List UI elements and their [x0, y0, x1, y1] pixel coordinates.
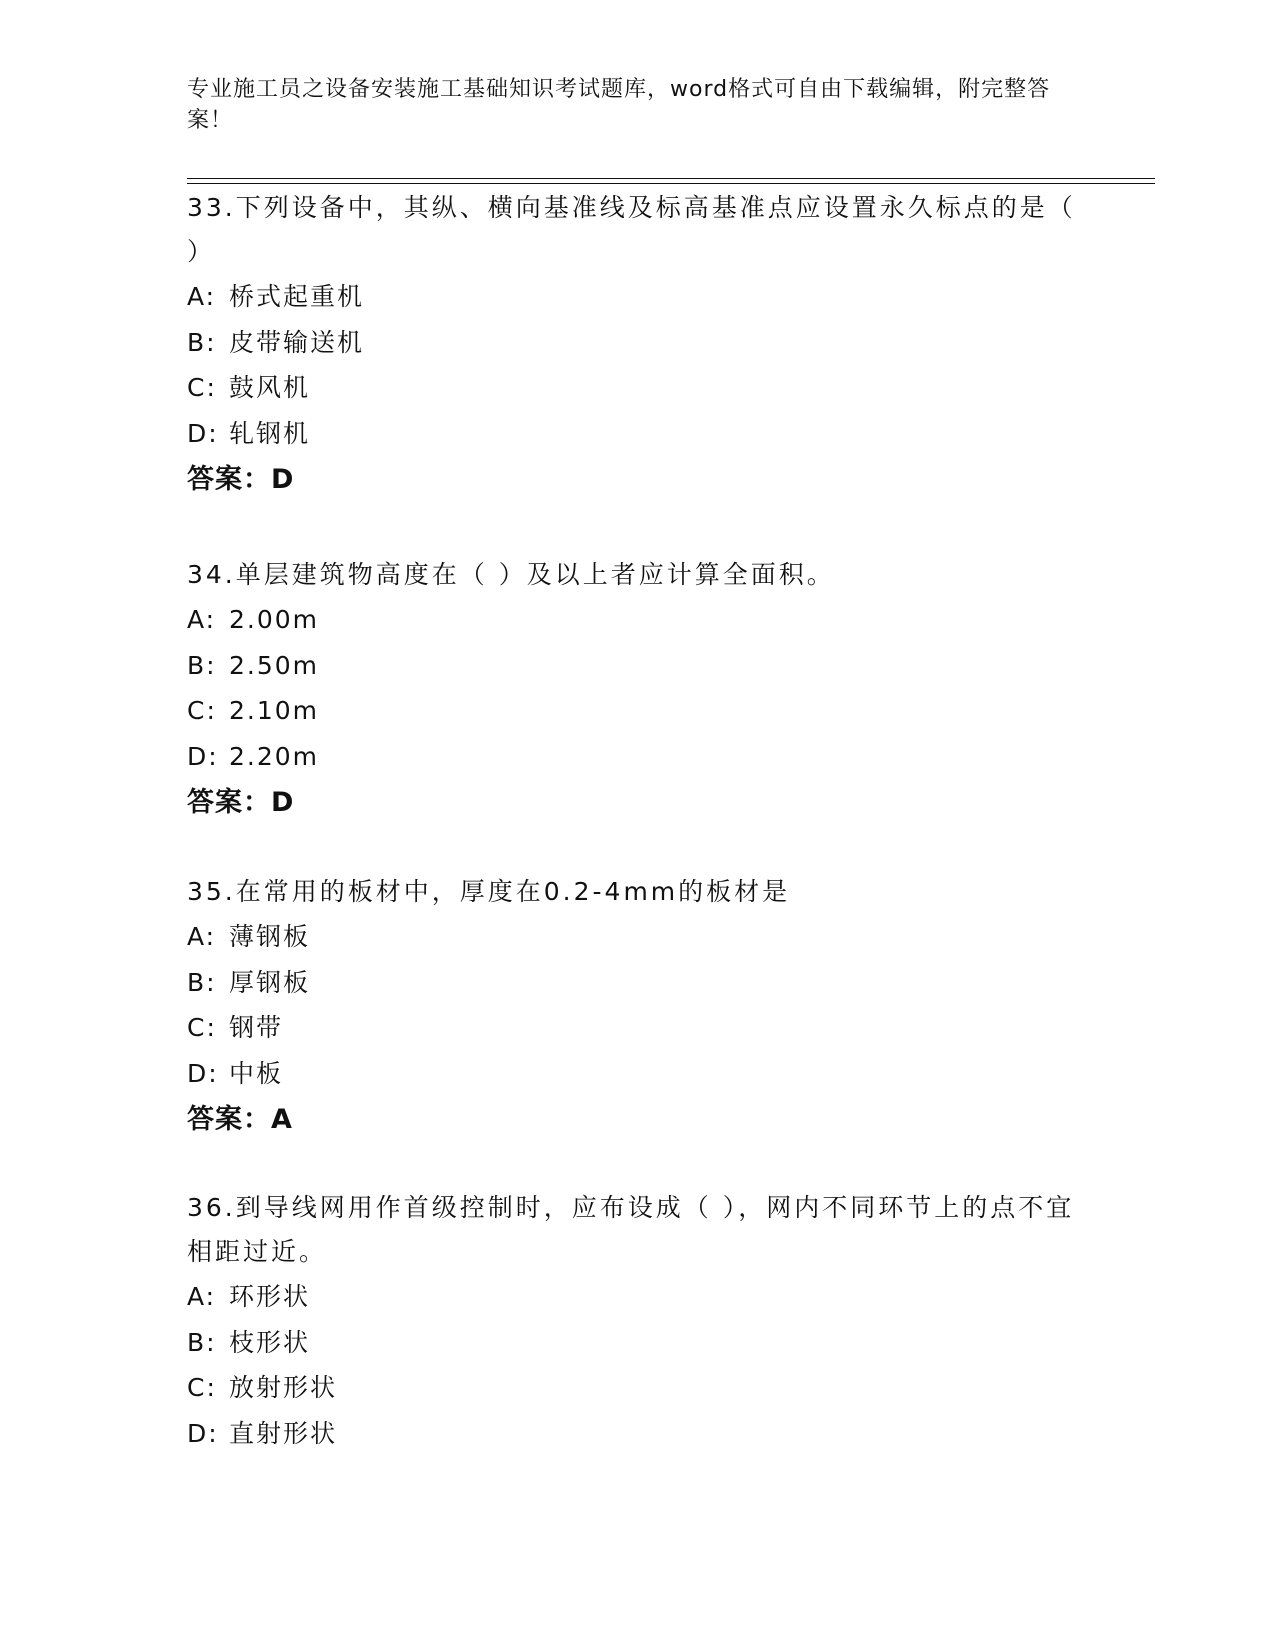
- option-label: B:: [187, 1327, 217, 1357]
- option-b: [187, 960, 1087, 1006]
- header-divider-top: [187, 178, 1155, 179]
- option-c: [187, 688, 1087, 734]
- option-d: [187, 1411, 1087, 1457]
- option-d: [187, 1051, 1087, 1097]
- option-b: [187, 320, 1087, 366]
- question-text: 35.在常用的板材中，厚度在0.2-4mm的板材是: [187, 877, 791, 906]
- option-label: B:: [187, 327, 217, 357]
- option-text: 2.50m: [229, 650, 320, 680]
- answer: 答案：A: [187, 1103, 293, 1135]
- option-label: A:: [187, 1282, 217, 1311]
- option-text: 鼓风机: [229, 373, 311, 403]
- option-label: D:: [187, 742, 219, 772]
- option-text: 环形状: [229, 1282, 311, 1311]
- option-text: 放射形状: [229, 1373, 338, 1403]
- option-text: 2.20m: [229, 742, 320, 772]
- option-text: 2.10m: [229, 696, 320, 726]
- question-34: [187, 553, 1087, 825]
- option-text: 枝形状: [229, 1327, 311, 1357]
- option-label: C:: [187, 696, 217, 726]
- document-intro: 专业施工员之设备安装施工基础知识考试题库，word格式可自由下载编辑，附完整答案！: [187, 77, 1051, 133]
- option-a: [187, 1274, 1087, 1320]
- option-text: 厚钢板: [229, 967, 311, 997]
- question-text: 33.下列设备中，其纵、横向基准线及标高基准点应设置永久标点的是（ ）: [187, 193, 1076, 266]
- option-label: A:: [187, 922, 217, 951]
- question-35: [187, 870, 1087, 1142]
- question-text: 34.单层建筑物高度在（ ）及以上者应计算全面积。: [187, 560, 835, 589]
- option-a: [187, 914, 1087, 960]
- option-c: [187, 365, 1087, 411]
- option-c: [187, 1005, 1087, 1051]
- option-text: 钢带: [229, 1013, 284, 1043]
- option-b: [187, 1320, 1087, 1366]
- option-text: 桥式起重机: [229, 282, 365, 311]
- question-33: [187, 186, 1087, 502]
- option-label: C:: [187, 373, 217, 403]
- option-label: D:: [187, 1059, 219, 1089]
- answer: 答案：D: [187, 786, 295, 818]
- option-c: [187, 1365, 1087, 1411]
- option-label: C:: [187, 1373, 217, 1403]
- option-text: 中板: [229, 1059, 284, 1089]
- question-text: 36.到导线网用作首级控制时，应布设成（ ），网内不同环节上的点不宜相距过近。: [187, 1193, 1075, 1266]
- option-text: 直射形状: [229, 1419, 338, 1449]
- option-text: 薄钢板: [229, 922, 311, 951]
- option-label: A:: [187, 282, 217, 311]
- header-divider-bottom: [187, 183, 1155, 184]
- answer: 答案：D: [187, 463, 295, 495]
- option-a: [187, 597, 1087, 643]
- option-label: B:: [187, 650, 217, 680]
- option-b: [187, 643, 1087, 689]
- option-d: [187, 734, 1087, 780]
- option-text: 2.00m: [229, 605, 320, 634]
- option-label: B:: [187, 967, 217, 997]
- option-label: D:: [187, 419, 219, 449]
- option-d: [187, 411, 1087, 457]
- option-text: 皮带输送机: [229, 327, 365, 357]
- option-a: [187, 274, 1087, 320]
- question-36: [187, 1186, 1087, 1457]
- option-label: D:: [187, 1419, 219, 1449]
- option-label: A:: [187, 605, 217, 634]
- option-label: C:: [187, 1013, 217, 1043]
- option-text: 轧钢机: [229, 419, 311, 449]
